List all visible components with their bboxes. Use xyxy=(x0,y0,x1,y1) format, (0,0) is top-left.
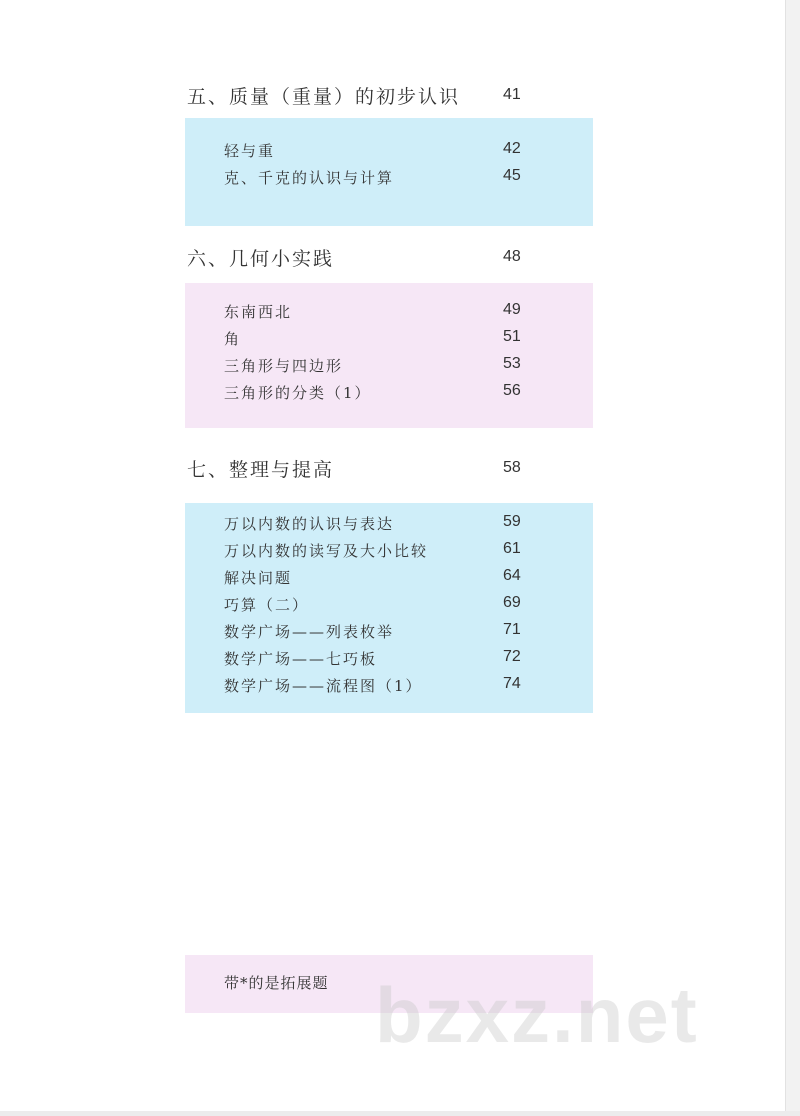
toc-item-label: 万以内数的读写及大小比较 xyxy=(224,542,429,560)
toc-item[interactable] xyxy=(224,540,554,567)
toc-item-label: 三角形与四边形 xyxy=(224,357,344,375)
toc-item-label: 万以内数的认识与表达 xyxy=(224,515,395,533)
toc-item-page: 53 xyxy=(503,355,521,372)
toc-item-label: 解决问题 xyxy=(224,569,293,587)
page-edge xyxy=(785,0,800,1116)
toc-item[interactable] xyxy=(224,355,554,382)
toc-item-page: 64 xyxy=(503,567,521,584)
toc-item-label: 克、千克的认识与计算 xyxy=(224,169,395,187)
toc-item-page: 45 xyxy=(503,167,521,184)
toc-item-page: 69 xyxy=(503,594,521,611)
toc-item-page: 51 xyxy=(503,328,521,345)
section-title: 七、整理与提高 xyxy=(187,459,335,481)
toc-item-label: 巧算（二） xyxy=(224,596,310,614)
toc-item-page: 61 xyxy=(503,540,521,557)
note-text: 带*的是拓展题 xyxy=(224,974,329,992)
toc-item-label: 三角形的分类（1） xyxy=(224,384,372,402)
toc-item[interactable] xyxy=(224,382,554,409)
section-page: 41 xyxy=(503,86,521,103)
section-title: 五、质量（重量）的初步认识 xyxy=(187,86,461,108)
watermark: bzxz.net xyxy=(375,971,699,1059)
toc-item-label: 数学广场——七巧板 xyxy=(224,650,378,668)
page-bottom-edge xyxy=(0,1111,800,1116)
toc-item[interactable] xyxy=(224,513,554,540)
section-page: 58 xyxy=(503,459,521,476)
toc-item-label: 东南西北 xyxy=(224,303,293,321)
toc-item-label: 数学广场——流程图（1） xyxy=(224,677,423,695)
toc-item-page: 42 xyxy=(503,140,521,157)
toc-item-page: 59 xyxy=(503,513,521,530)
toc-item[interactable] xyxy=(224,648,554,675)
toc-item-page: 71 xyxy=(503,621,521,638)
toc-item[interactable] xyxy=(224,140,554,167)
toc-item-page: 74 xyxy=(503,675,521,692)
toc-item-label: 数学广场——列表枚举 xyxy=(224,623,395,641)
section-page: 48 xyxy=(503,248,521,265)
toc-item[interactable] xyxy=(224,675,554,702)
toc-item[interactable] xyxy=(224,167,554,194)
toc-item-label: 角 xyxy=(224,330,242,348)
section-items-box xyxy=(185,283,593,428)
toc-item-page: 49 xyxy=(503,301,521,318)
section-items-box xyxy=(185,503,593,713)
toc-item[interactable] xyxy=(224,621,554,648)
toc-item[interactable] xyxy=(224,328,554,355)
section-title: 六、几何小实践 xyxy=(187,248,335,270)
section-items-box xyxy=(185,118,593,226)
toc-item[interactable] xyxy=(224,594,554,621)
toc-item[interactable] xyxy=(224,301,554,328)
toc-item-page: 56 xyxy=(503,382,521,399)
toc-item-page: 72 xyxy=(503,648,521,665)
toc-item[interactable] xyxy=(224,567,554,594)
toc-item-label: 轻与重 xyxy=(224,142,276,160)
